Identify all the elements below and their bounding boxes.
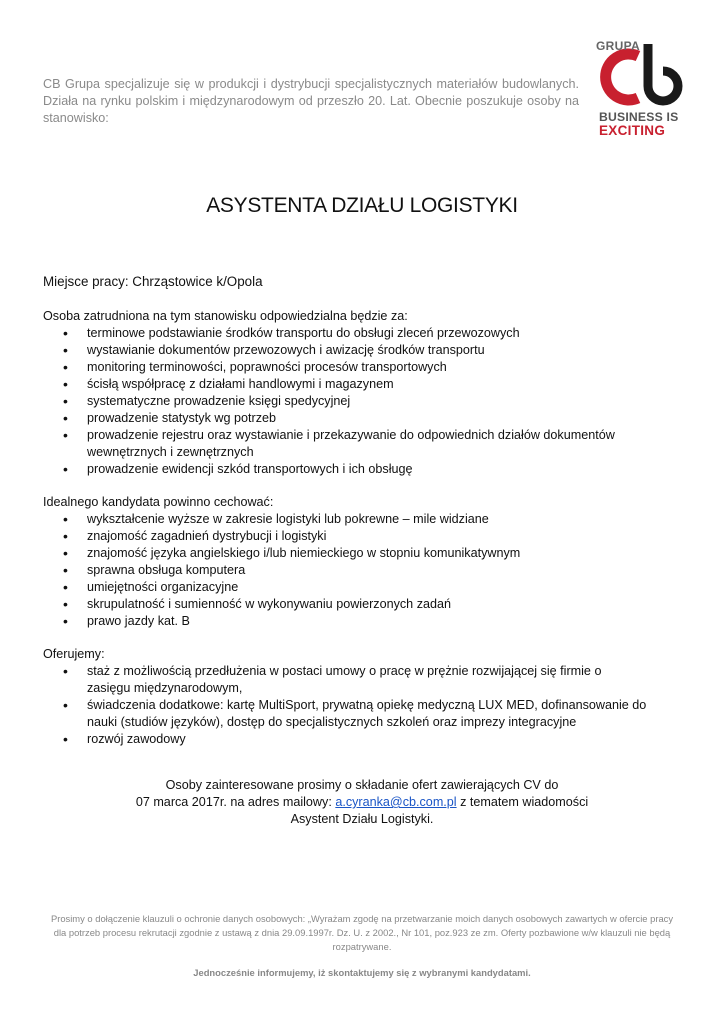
list-item: • prawo jazdy kat. B [43,613,647,630]
offer-list [43,663,647,748]
list-item: • rozwój zawodowy [43,731,647,748]
responsibilities-heading: Osoba zatrudniona na tym stanowisku odpowiedzialna będzie za: [43,309,408,323]
list-item: • ścisłą współpracę z działami handlowymi i magazynem [43,376,647,393]
list-item: • monitoring terminowości, poprawności procesów transportowych [43,359,647,376]
contact-line-2 [0,794,724,811]
list-item: • systematyczne prowadzenie księgi spedycyjnej [43,393,647,410]
list-item: • prowadzenie ewidencji szkód transportowych i ich obsługę [43,461,647,478]
email-link[interactable]: a.cyranka@cb.com.pl [335,795,457,809]
list-item: • skrupulatność i sumienność w wykonywaniu powierzonych zadań [43,596,647,613]
list-item: • prowadzenie rejestru oraz wystawianie i przekazywanie do odpowiednich działów dokumentów wewnętrznych i zewnętrznych [43,427,647,461]
list-item: • terminowe podstawianie środków transportu do obsługi zleceń przewozowych [43,325,647,342]
contact-after-text: z tematem wiadomości [456,795,589,809]
logo-grupa-text: GRUPA [596,39,640,53]
candidate-section [43,494,647,630]
work-location-label: Miejsce pracy [43,274,125,289]
application-instructions [0,777,724,828]
logo-tagline-bottom: EXCITING [599,123,666,138]
job-title: ASYSTENTA DZIAŁU LOGISTYKI [206,194,518,217]
final-note: Jednocześnie informujemy, iż skontaktujemy się z wybranymi kandydatami. [193,967,531,978]
work-location [43,274,263,289]
list-item: • staż z możliwością przedłużenia w postaci umowy o pracę w prężnie rozwijającej się firmie o zasięgu międzynarodowym, [43,663,647,697]
list-item: • sprawna obsługa komputera [43,562,647,579]
list-item: • znajomość języka angielskiego i/lub niemieckiego w stopniu komunikatywnym [43,545,647,562]
candidate-heading: Idealnego kandydata powinno cechować: [43,495,274,509]
data-protection-clause: Prosimy o dołączenie klauzuli o ochronie danych osobowych: „Wyrażam zgodę na przetwarzanie moich danych osobowych zawartych w ofercie pracy dla potrzeb procesu rekrutacji zgodnie z ustawą z dnia 29.09.1997r. Dz. U. z 2002., Nr 101, poz.923 ze zm. Oferty pozbawione w/w klauzuli nie będą rozpatrywane. [50,913,674,952]
logo-tagline-top: BUSINESS IS [599,110,679,124]
work-location-value: : Chrząstowice k/Opola [124,274,263,289]
list-item: • prowadzenie statystyk wg potrzeb [43,410,647,427]
contact-mid-text: na adres mailowy: [226,795,336,809]
contact-line-1: Osoby zainteresowane prosimy o składanie ofert zawierających CV do [165,778,559,792]
responsibilities-list [43,325,647,478]
intro-paragraph: CB Grupa specjalizuje się w produkcji i dystrybucji specjalistycznych materiałów budowlanych. Działa na rynku polskim i międzynarodowym od przeszło 20. Lat. Obecnie poszukuje osoby na stanowisko: [43,77,579,125]
email-subject: Asystent Działu Logistyki. [290,812,434,826]
deadline-date: 07 marca 2017r. [135,795,227,809]
list-item: • wykształcenie wyższe w zakresie logistyki lub pokrewne – mile widziane [43,511,647,528]
company-logo [590,34,700,154]
candidate-list [43,511,647,630]
offer-heading: Oferujemy: [43,647,105,661]
list-item: • umiejętności organizacyjne [43,579,647,596]
list-item: • świadczenia dodatkowe: kartę MultiSport, prywatną opiekę medyczną LUX MED, dofinansowanie do nauki (studiów języków), dostęp do specjalistycznych szkoleń oraz imprezy integracyjne [43,697,647,731]
list-item: • wystawianie dokumentów przewozowych i awizację środków transportu [43,342,647,359]
list-item: • znajomość zagadnień dystrybucji i logistyki [43,528,647,545]
offer-section [43,646,647,748]
responsibilities-section [43,308,647,478]
